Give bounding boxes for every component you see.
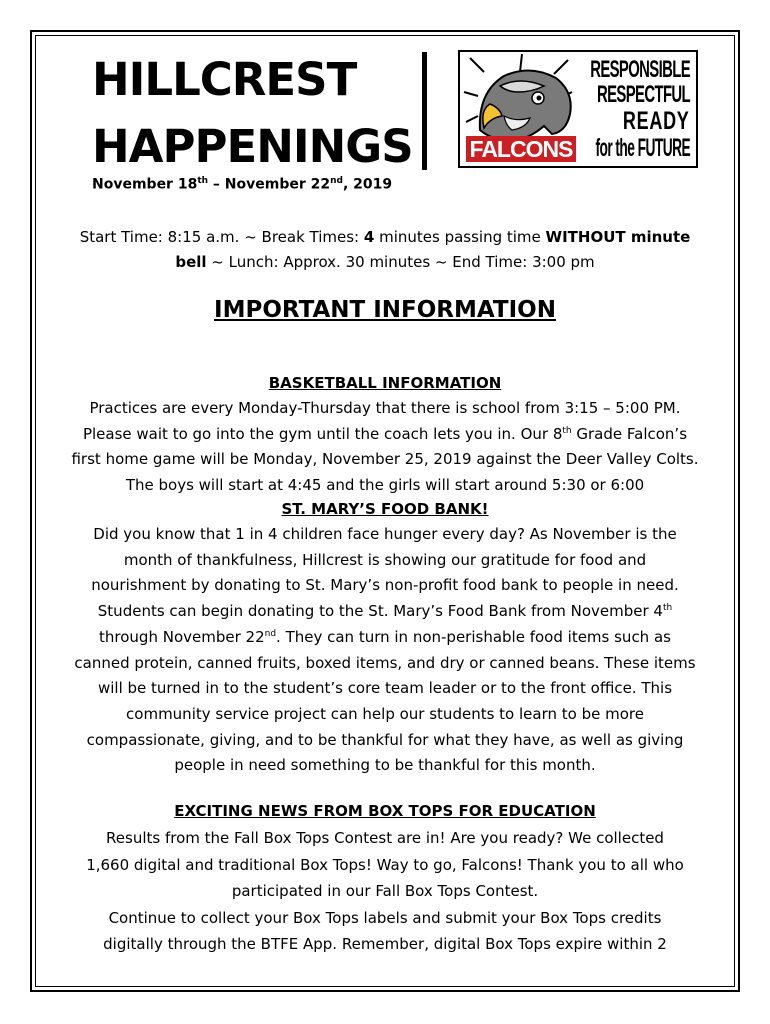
falcons-logo (458, 50, 698, 168)
food-bank-paragraph: Did you know that 1 in 4 children face hunger every day? As November is the month of thankfulness, Hillcrest is showing our gratitude for food and nourishment by donating to St. Mary’s non-profit food bank to people in need. Students can begin donating to the St. Mary’s Food Bank from November 4th through November 22nd. They can turn in non-perishable food items such as canned protein, canned fruits, boxed items, and dry or canned beans. These items will be turned in to the student’s core team leader or to the front office. This community service project can help our students to learn to be more compassionate, giving, and to be thankful for what they have, as well as giving people in need something to be thankful for this month. (74, 525, 696, 775)
motto-ready: READY (623, 107, 690, 135)
food-bank-heading: ST. MARY’S FOOD BANK! (281, 500, 489, 518)
date-range: November 18th – November 22nd, 2019 (92, 176, 393, 193)
title-divider (422, 52, 427, 170)
box-tops-paragraph: Results from the Fall Box Tops Contest are in! Are you ready? We collected 1,660 digital and traditional Box Tops! Way to go, Falcons! Thank you to all who participated in our Fall Box Tops Contest. Continue to collect your Box Tops labels and submit your Box Tops credits digitally through the BTFE App. Remember, digital Box Tops expire within 2 (86, 829, 684, 953)
basketball-heading: BASKETBALL INFORMATION (268, 374, 502, 392)
motto-respectful: RESPECTFUL (596, 81, 690, 108)
motto-future: for the FUTURE (595, 134, 690, 162)
newsletter-title-line2: HAPPENINGS (92, 120, 413, 173)
newsletter-title-line1: HILLCREST (92, 53, 357, 106)
important-information-heading: IMPORTANT INFORMATION (214, 297, 556, 323)
basketball-paragraph: Practices are every Monday-Thursday that there is school from 3:15 – 5:00 PM. Please wait to go into the gym until the coach lets you in. Our 8th Grade Falcon’s first home game will be Monday, November 25, 2019 against the Deer Valley Colts. The boys will start at 4:45 and the girls will start around 5:30 or 6:00 (71, 399, 699, 495)
falcons-label: FALCONS (466, 136, 576, 162)
schedule-line1: Start Time: 8:15 a.m. ~ Break Times: 4 minutes passing time WITHOUT minute (79, 228, 691, 246)
motto-responsible: RESPONSIBLE (590, 56, 690, 83)
schedule-line2: bell ~ Lunch: Approx. 30 minutes ~ End Time: 3:00 pm (175, 253, 595, 271)
box-tops-heading: EXCITING NEWS FROM BOX TOPS FOR EDUCATION (174, 802, 596, 820)
